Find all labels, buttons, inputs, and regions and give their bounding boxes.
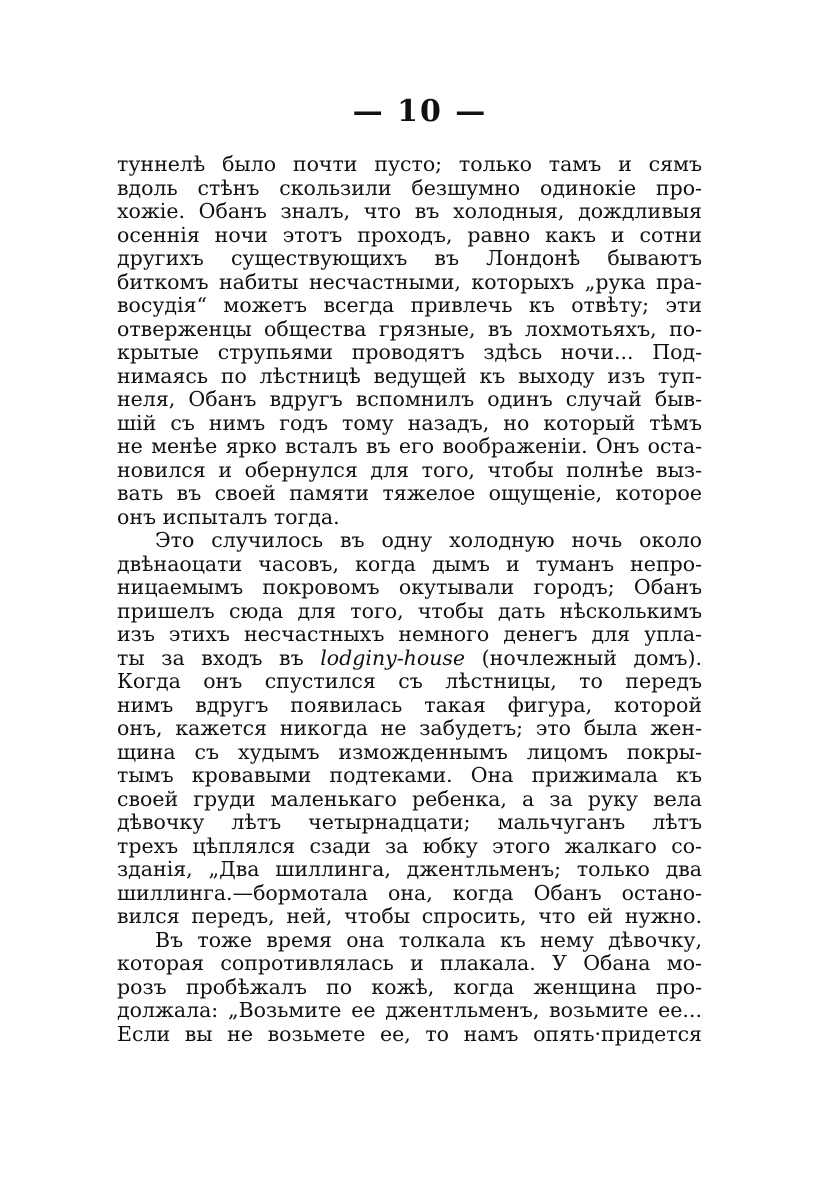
page-number: — 10 — [352, 94, 488, 129]
text-line: двѣнаоцати часовъ, когда дымъ и туманъ непро- [117, 551, 702, 576]
text-line: розъ пробѣжалъ по кожѣ, когда женщина про- [117, 974, 702, 999]
text-line: новился и обернулся для того, чтобы полнѣе выз- [117, 457, 702, 482]
paragraph [117, 929, 702, 1047]
text-line: отверженцы общества грязные, въ лохмотьяхъ, по- [117, 316, 702, 341]
text-segment: (ночлежный домъ). [465, 645, 702, 670]
text-line: дѣвочку лѣтъ четырнадцати; мальчуганъ лѣтъ [117, 810, 702, 834]
text-line: другихъ существующихъ въ Лондонѣ бываютъ [117, 246, 702, 270]
text-line: онъ, кажется никогда не забудетъ; это была жен- [117, 716, 702, 740]
text-line: неля, Обанъ вдругъ вспомнилъ одинъ случай быв- [117, 387, 702, 411]
text-line: крытые струпьями проводятъ здѣсь ночи... Под- [117, 340, 702, 364]
text-line: нимъ вдругъ появилась такая фигура, которой [117, 692, 702, 717]
text-line: Это случилось въ одну холодную ночь около [155, 528, 702, 552]
text-line: должала: „Возьмите ее джентльменъ, возьмите ее... [117, 998, 702, 1022]
text-line: щина съ худымъ изможденнымъ лицомъ покры- [117, 739, 702, 764]
text-line: Если вы не возьмете ее, то намъ опять·придется [117, 1021, 702, 1046]
text-line: своей груди маленькаго ребенка, а за руку вела [117, 786, 702, 811]
text-line-mixed [117, 647, 702, 671]
text-line: вдоль стѣнъ скользили безшумно одинокіе про- [117, 175, 702, 200]
text-line: хожіе. Обанъ зналъ, что въ холодныя, дождливыя [117, 199, 702, 223]
text-line: ницаемымъ покровомъ окутывали городъ; Обанъ [117, 575, 702, 599]
text-line: нимаясь по лѣстницѣ ведущей къ выходу изъ туп- [117, 363, 702, 388]
text-line: биткомъ набиты несчастными, которыхъ „рука пра- [117, 269, 702, 294]
text-line: которая сопротивлялась и плакала. У Обана мо- [117, 951, 702, 975]
text-line: шій съ нимъ годъ тому назадъ, но который тѣмъ [117, 410, 702, 435]
text-line: изъ этихъ несчастныхъ немного денегъ для упла- [117, 622, 702, 646]
text-segment: ты за входъ въ [117, 645, 321, 670]
text-line: пришелъ сюда для того, чтобы дать нѣсколькимъ [117, 598, 702, 623]
text-line: осеннія ночи этотъ проходъ, равно какъ и сотни [117, 222, 702, 247]
text-line: трехъ цѣплялся сзади за юбку этого жалкаго со- [117, 833, 702, 858]
text-line: восудія“ можетъ всегда привлечь къ отвѣту; эти [117, 293, 702, 317]
text-line: онъ испыталъ тогда. [117, 504, 340, 529]
text-line: зданія, „Два шиллинга, джентльменъ; только два [117, 857, 702, 881]
text-line: туннелѣ было почти пусто; только тамъ и сямъ [117, 152, 702, 176]
text-line: не менѣе ярко всталъ въ его воображеніи. Онъ оста- [117, 434, 702, 458]
text-line: шиллинга.—бормотала она, когда Обанъ остано- [117, 880, 702, 905]
text-line: Когда онъ спустился съ лѣстницы, то передъ [117, 669, 702, 693]
italic-term: lodginy-house [320, 645, 466, 670]
text-line: Въ тоже время она толкала къ нему дѣвочку, [155, 927, 702, 952]
paragraph [117, 153, 702, 529]
text-line: тымъ кровавыми подтеками. Она прижимала къ [117, 763, 702, 787]
body-text [117, 153, 702, 1046]
paragraph [117, 529, 702, 929]
text-line: вился передъ, ней, чтобы спросить, что ей нужно. [117, 904, 702, 928]
text-line: вать въ своей памяти тяжелое ощущеніе, которое [117, 481, 702, 505]
